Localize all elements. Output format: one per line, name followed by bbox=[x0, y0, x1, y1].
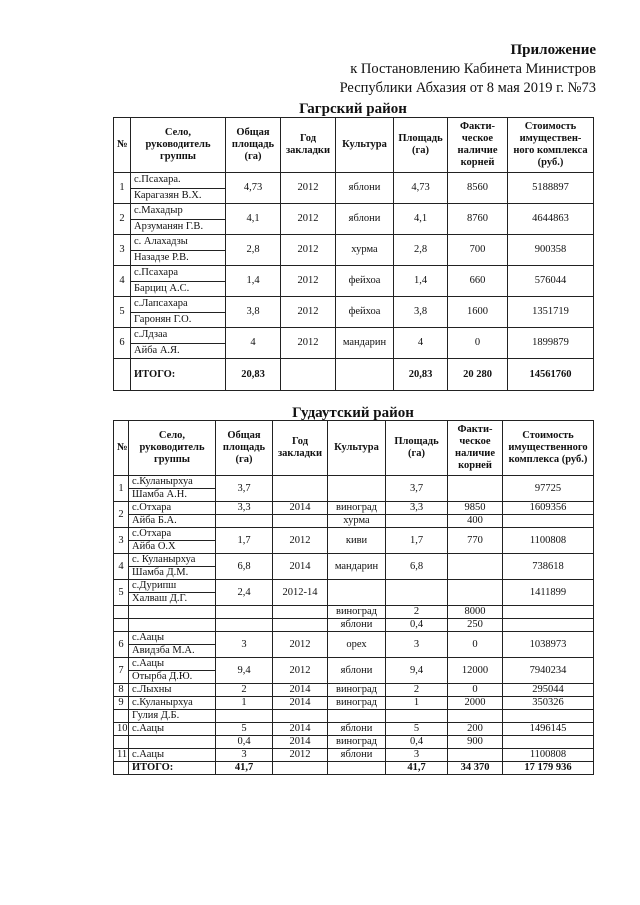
table-row bbox=[114, 619, 594, 632]
table-row bbox=[114, 697, 594, 710]
table-row bbox=[114, 328, 594, 344]
cell-village-leader: с.Лдзаа bbox=[131, 328, 226, 344]
table-row bbox=[114, 710, 594, 723]
cell-number: 3 bbox=[114, 528, 129, 554]
cell-actual-roots: 660 bbox=[448, 266, 508, 297]
cell-village-leader: Барциц А.С. bbox=[131, 281, 226, 297]
cell-total-area: 6,8 bbox=[216, 554, 273, 580]
cell-crop bbox=[328, 580, 386, 606]
cell-total-area bbox=[216, 710, 273, 723]
cell-number: 4 bbox=[114, 554, 129, 580]
cell-actual-roots: 0 bbox=[448, 632, 503, 658]
cell-village-leader: с.Псахара. bbox=[131, 173, 226, 189]
column-header-planting-year: Год закладки bbox=[273, 421, 328, 476]
cell-village-leader: с.Аацы bbox=[129, 723, 216, 736]
cell-crop bbox=[328, 476, 386, 502]
cell-property-cost bbox=[503, 736, 594, 749]
cell-area: 0,4 bbox=[386, 619, 448, 632]
cell-total-area: 2,4 bbox=[216, 580, 273, 606]
table-row bbox=[114, 173, 594, 189]
cell-planting-year bbox=[273, 619, 328, 632]
cell-village-leader: с.Псахара bbox=[131, 266, 226, 282]
total-village-leader: ИТОГО: bbox=[129, 762, 216, 775]
cell-property-cost bbox=[503, 515, 594, 528]
column-header-actual-roots: Факти- ческое наличие корней bbox=[448, 421, 503, 476]
decree-date: Республики Абхазия от 8 мая 2019 г. №73 bbox=[339, 80, 596, 96]
cell-property-cost bbox=[503, 619, 594, 632]
cell-village-leader: Гаронян Г.О. bbox=[131, 312, 226, 328]
column-header-actual-roots: Факти- ческое наличие корней bbox=[448, 118, 508, 173]
cell-property-cost: 4644863 bbox=[508, 204, 594, 235]
cell-total-area: 1 bbox=[216, 697, 273, 710]
total-total-area: 20,83 bbox=[226, 359, 281, 391]
appendix-title: Приложение bbox=[510, 42, 596, 58]
table-row bbox=[114, 502, 594, 515]
cell-village-leader: с.Отхара bbox=[129, 528, 216, 541]
cell-actual-roots bbox=[448, 580, 503, 606]
cell-actual-roots: 9850 bbox=[448, 502, 503, 515]
table-row bbox=[114, 515, 594, 528]
cell-crop: яблони bbox=[336, 204, 394, 235]
cell-planting-year: 2014 bbox=[273, 723, 328, 736]
cell-number: 1 bbox=[114, 173, 131, 204]
cell-number bbox=[114, 606, 129, 619]
cell-actual-roots: 400 bbox=[448, 515, 503, 528]
total-area: 41,7 bbox=[386, 762, 448, 775]
gudauta-table bbox=[113, 420, 594, 775]
cell-number: 2 bbox=[114, 204, 131, 235]
cell-planting-year bbox=[273, 710, 328, 723]
cell-property-cost: 7940234 bbox=[503, 658, 594, 684]
gudauta-title: Гудаутский район bbox=[292, 405, 414, 421]
total-planting-year bbox=[273, 762, 328, 775]
cell-crop: виноград bbox=[328, 502, 386, 515]
cell-actual-roots: 250 bbox=[448, 619, 503, 632]
cell-total-area: 3,3 bbox=[216, 502, 273, 515]
cell-property-cost: 5188897 bbox=[508, 173, 594, 204]
column-header-property-cost: Стоимость имуществен- ного комплекса (руб.) bbox=[508, 118, 594, 173]
cell-number: 8 bbox=[114, 684, 129, 697]
cell-planting-year: 2012 bbox=[273, 749, 328, 762]
cell-village-leader: Шамба Д.М. bbox=[129, 567, 216, 580]
cell-area: 3,3 bbox=[386, 502, 448, 515]
cell-number: 7 bbox=[114, 658, 129, 684]
cell-number: 6 bbox=[114, 328, 131, 359]
cell-area: 6,8 bbox=[386, 554, 448, 580]
cell-crop: яблони bbox=[328, 619, 386, 632]
cell-village-leader bbox=[129, 619, 216, 632]
column-header-village-leader: Село, руководитель группы bbox=[129, 421, 216, 476]
table-row bbox=[114, 749, 594, 762]
total-village-leader: ИТОГО: bbox=[131, 359, 226, 391]
table-row bbox=[114, 580, 594, 593]
cell-property-cost: 738618 bbox=[503, 554, 594, 580]
cell-number bbox=[114, 619, 129, 632]
cell-village-leader: с.Лыхны bbox=[129, 684, 216, 697]
cell-number: 1 bbox=[114, 476, 129, 502]
cell-planting-year: 2012 bbox=[273, 632, 328, 658]
cell-total-area bbox=[216, 619, 273, 632]
table-row bbox=[114, 554, 594, 567]
cell-total-area bbox=[216, 515, 273, 528]
cell-area: 3 bbox=[386, 749, 448, 762]
column-header-area: Площадь (га) bbox=[394, 118, 448, 173]
cell-village-leader bbox=[129, 606, 216, 619]
cell-number bbox=[114, 736, 129, 749]
cell-village-leader: с.Отхара bbox=[129, 502, 216, 515]
cell-area: 3 bbox=[386, 632, 448, 658]
cell-total-area bbox=[216, 606, 273, 619]
cell-village-leader: с.Дурипш bbox=[129, 580, 216, 593]
cell-property-cost: 576044 bbox=[508, 266, 594, 297]
cell-number: 5 bbox=[114, 580, 129, 606]
cell-village-leader: с.Махадыр bbox=[131, 204, 226, 220]
cell-actual-roots: 770 bbox=[448, 528, 503, 554]
cell-property-cost: 295044 bbox=[503, 684, 594, 697]
cell-crop: яблони bbox=[328, 749, 386, 762]
cell-crop: мандарин bbox=[336, 328, 394, 359]
table-row bbox=[114, 632, 594, 645]
cell-total-area: 3,8 bbox=[226, 297, 281, 328]
cell-number: 10 bbox=[114, 723, 129, 736]
cell-area: 1,7 bbox=[386, 528, 448, 554]
cell-property-cost: 1038973 bbox=[503, 632, 594, 658]
cell-village-leader: с.Аацы bbox=[129, 632, 216, 645]
cell-actual-roots bbox=[448, 749, 503, 762]
cell-village-leader: Айба О.Х bbox=[129, 541, 216, 554]
table-row bbox=[114, 528, 594, 541]
cell-crop: хурма bbox=[328, 515, 386, 528]
cell-total-area: 1,4 bbox=[226, 266, 281, 297]
cell-planting-year: 2012 bbox=[273, 528, 328, 554]
cell-actual-roots: 8000 bbox=[448, 606, 503, 619]
cell-property-cost bbox=[503, 606, 594, 619]
table-row bbox=[114, 235, 594, 251]
cell-village-leader: Арзуманян Г.В. bbox=[131, 219, 226, 235]
cell-actual-roots bbox=[448, 710, 503, 723]
cell-village-leader: с.Лапсахара bbox=[131, 297, 226, 313]
cell-actual-roots: 8760 bbox=[448, 204, 508, 235]
cell-planting-year: 2012 bbox=[281, 328, 336, 359]
column-header-number: № bbox=[114, 118, 131, 173]
cell-village-leader: Айба Б.А. bbox=[129, 515, 216, 528]
total-crop bbox=[336, 359, 394, 391]
cell-property-cost: 1899879 bbox=[508, 328, 594, 359]
cell-village-leader: Халваш Д.Г. bbox=[129, 593, 216, 606]
cell-planting-year: 2012 bbox=[273, 658, 328, 684]
cell-area: 3,7 bbox=[386, 476, 448, 502]
cell-number: 3 bbox=[114, 235, 131, 266]
cell-property-cost: 1351719 bbox=[508, 297, 594, 328]
table-row bbox=[114, 723, 594, 736]
cell-area bbox=[386, 580, 448, 606]
cell-number: 6 bbox=[114, 632, 129, 658]
column-header-crop: Культура bbox=[336, 118, 394, 173]
cell-planting-year: 2012 bbox=[281, 173, 336, 204]
cell-area: 0,4 bbox=[386, 736, 448, 749]
column-header-property-cost: Стоимость имущественного комплекса (руб.) bbox=[503, 421, 594, 476]
cell-total-area: 1,7 bbox=[216, 528, 273, 554]
cell-crop: виноград bbox=[328, 606, 386, 619]
cell-area: 4,1 bbox=[394, 204, 448, 235]
table-header-row bbox=[114, 118, 594, 173]
cell-planting-year: 2012 bbox=[281, 235, 336, 266]
cell-crop: яблони bbox=[328, 723, 386, 736]
cell-actual-roots bbox=[448, 476, 503, 502]
cell-planting-year: 2014 bbox=[273, 554, 328, 580]
total-total-area: 41,7 bbox=[216, 762, 273, 775]
cell-planting-year: 2014 bbox=[273, 502, 328, 515]
cell-crop: виноград bbox=[328, 736, 386, 749]
cell-actual-roots: 8560 bbox=[448, 173, 508, 204]
total-number bbox=[114, 359, 131, 391]
column-header-total-area: Общая площадь (га) bbox=[216, 421, 273, 476]
cell-crop: виноград bbox=[328, 697, 386, 710]
column-header-area: Площадь (га) bbox=[386, 421, 448, 476]
cell-total-area: 0,4 bbox=[216, 736, 273, 749]
cell-total-area: 3 bbox=[216, 632, 273, 658]
gagra-title: Гагрский район bbox=[299, 101, 407, 117]
cell-total-area: 2,8 bbox=[226, 235, 281, 266]
column-header-total-area: Общая площадь (га) bbox=[226, 118, 281, 173]
cell-crop: хурма bbox=[336, 235, 394, 266]
cell-total-area: 9,4 bbox=[216, 658, 273, 684]
cell-village-leader: с.Куланырхуа bbox=[129, 697, 216, 710]
cell-area: 1 bbox=[386, 697, 448, 710]
cell-village-leader: с.Аацы bbox=[129, 658, 216, 671]
table-row bbox=[114, 266, 594, 282]
cell-total-area: 2 bbox=[216, 684, 273, 697]
total-property-cost: 14561760 bbox=[508, 359, 594, 391]
cell-property-cost: 97725 bbox=[503, 476, 594, 502]
cell-planting-year bbox=[273, 606, 328, 619]
column-header-village-leader: Село, руководитель группы bbox=[131, 118, 226, 173]
cell-number bbox=[114, 710, 129, 723]
cell-planting-year: 2014 bbox=[273, 736, 328, 749]
cell-village-leader: с. Алахадзы bbox=[131, 235, 226, 251]
total-row bbox=[114, 762, 594, 775]
cell-property-cost: 1100808 bbox=[503, 528, 594, 554]
decree-reference: к Постановлению Кабинета Министров bbox=[350, 61, 596, 77]
cell-village-leader: с.Аацы bbox=[129, 749, 216, 762]
cell-actual-roots bbox=[448, 554, 503, 580]
cell-number: 4 bbox=[114, 266, 131, 297]
cell-property-cost bbox=[503, 710, 594, 723]
cell-actual-roots: 200 bbox=[448, 723, 503, 736]
cell-total-area: 3,7 bbox=[216, 476, 273, 502]
cell-village-leader: Гулия Д.Б. bbox=[129, 710, 216, 723]
table-row bbox=[114, 606, 594, 619]
cell-actual-roots: 700 bbox=[448, 235, 508, 266]
cell-area bbox=[386, 710, 448, 723]
cell-number: 11 bbox=[114, 749, 129, 762]
table-row bbox=[114, 476, 594, 489]
total-property-cost: 17 179 936 bbox=[503, 762, 594, 775]
cell-actual-roots: 1600 bbox=[448, 297, 508, 328]
cell-number: 2 bbox=[114, 502, 129, 528]
cell-crop bbox=[328, 710, 386, 723]
cell-village-leader: Отырба Д.Ю. bbox=[129, 671, 216, 684]
cell-number: 9 bbox=[114, 697, 129, 710]
cell-planting-year bbox=[273, 476, 328, 502]
cell-property-cost: 1609356 bbox=[503, 502, 594, 515]
column-header-planting-year: Год закладки bbox=[281, 118, 336, 173]
total-planting-year bbox=[281, 359, 336, 391]
cell-village-leader: Авидзба М.А. bbox=[129, 645, 216, 658]
cell-area: 1,4 bbox=[394, 266, 448, 297]
cell-crop: мандарин bbox=[328, 554, 386, 580]
cell-planting-year: 2012 bbox=[281, 204, 336, 235]
cell-area: 2 bbox=[386, 684, 448, 697]
cell-village-leader: Назадзе Р.В. bbox=[131, 250, 226, 266]
cell-actual-roots: 0 bbox=[448, 684, 503, 697]
cell-crop: яблони bbox=[336, 173, 394, 204]
cell-total-area: 4 bbox=[226, 328, 281, 359]
total-actual-roots: 34 370 bbox=[448, 762, 503, 775]
cell-planting-year: 2012 bbox=[281, 266, 336, 297]
cell-village-leader: Шамба А.Н. bbox=[129, 489, 216, 502]
cell-crop: яблони bbox=[328, 658, 386, 684]
table-row bbox=[114, 684, 594, 697]
cell-planting-year bbox=[273, 515, 328, 528]
column-header-crop: Культура bbox=[328, 421, 386, 476]
table-header-row bbox=[114, 421, 594, 476]
cell-crop: орех bbox=[328, 632, 386, 658]
total-crop bbox=[328, 762, 386, 775]
table-row bbox=[114, 658, 594, 671]
cell-village-leader: с.Куланырхуа bbox=[129, 476, 216, 489]
cell-area: 9,4 bbox=[386, 658, 448, 684]
cell-crop: фейхоа bbox=[336, 297, 394, 328]
cell-property-cost: 1411899 bbox=[503, 580, 594, 606]
cell-number: 5 bbox=[114, 297, 131, 328]
cell-crop: фейхоа bbox=[336, 266, 394, 297]
cell-actual-roots: 12000 bbox=[448, 658, 503, 684]
cell-actual-roots: 900 bbox=[448, 736, 503, 749]
cell-total-area: 5 bbox=[216, 723, 273, 736]
cell-crop: киви bbox=[328, 528, 386, 554]
cell-property-cost: 1100808 bbox=[503, 749, 594, 762]
cell-village-leader bbox=[129, 736, 216, 749]
total-area: 20,83 bbox=[394, 359, 448, 391]
cell-area: 2,8 bbox=[394, 235, 448, 266]
cell-total-area: 3 bbox=[216, 749, 273, 762]
column-header-number: № bbox=[114, 421, 129, 476]
cell-village-leader: Айба А.Я. bbox=[131, 343, 226, 359]
cell-village-leader: Карагазян В.Х. bbox=[131, 188, 226, 204]
cell-actual-roots: 2000 bbox=[448, 697, 503, 710]
table-row bbox=[114, 297, 594, 313]
cell-total-area: 4,73 bbox=[226, 173, 281, 204]
cell-property-cost: 350326 bbox=[503, 697, 594, 710]
cell-crop: виноград bbox=[328, 684, 386, 697]
total-number bbox=[114, 762, 129, 775]
cell-planting-year: 2014 bbox=[273, 684, 328, 697]
cell-total-area: 4,1 bbox=[226, 204, 281, 235]
cell-area bbox=[386, 515, 448, 528]
total-row bbox=[114, 359, 594, 391]
total-actual-roots: 20 280 bbox=[448, 359, 508, 391]
cell-area: 3,8 bbox=[394, 297, 448, 328]
cell-village-leader: с. Куланырхуа bbox=[129, 554, 216, 567]
cell-area: 4,73 bbox=[394, 173, 448, 204]
cell-area: 5 bbox=[386, 723, 448, 736]
gagra-table bbox=[113, 117, 594, 391]
cell-area: 2 bbox=[386, 606, 448, 619]
table-row bbox=[114, 204, 594, 220]
cell-actual-roots: 0 bbox=[448, 328, 508, 359]
cell-planting-year: 2012 bbox=[281, 297, 336, 328]
document-header bbox=[340, 41, 596, 98]
cell-property-cost: 900358 bbox=[508, 235, 594, 266]
cell-planting-year: 2012-14 bbox=[273, 580, 328, 606]
table-row bbox=[114, 736, 594, 749]
cell-property-cost: 1496145 bbox=[503, 723, 594, 736]
cell-planting-year: 2014 bbox=[273, 697, 328, 710]
cell-area: 4 bbox=[394, 328, 448, 359]
